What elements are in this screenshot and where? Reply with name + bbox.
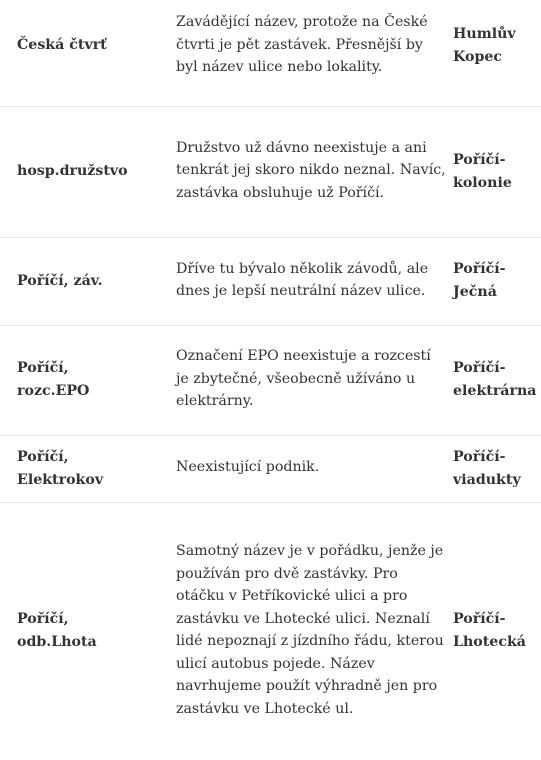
change-reason: Samotný název je v pořádku, jenže je používán pro dvě zastávky. Pro otáčku v Petříkovické ulici a pro zastávku ve Lhotecké ulici. Neznalí lidé nepoznají z jízdního řádu, kterou ulicí autobus pojede. Název navrhujeme použít výhradně jen pro zastávku ve Lhotecké ul. <box>176 543 444 717</box>
table-row <box>0 106 541 237</box>
table-row <box>0 237 541 325</box>
current-stop-name: Poříčí, Elektrokov <box>0 435 176 502</box>
table-row <box>0 435 541 502</box>
change-reason: Dříve tu bývalo několik závodů, ale dnes je lepší neutrální název ulice. <box>176 237 450 325</box>
table-row <box>0 0 541 106</box>
current-stop-name: hosp.družstvo <box>0 106 176 237</box>
current-stop-name: Poříčí, odb.Lhota <box>17 611 97 651</box>
table-row <box>0 325 541 435</box>
proposed-stop-name: Poříčí-kolonie <box>450 106 541 237</box>
change-reason: Označení EPO neexistuje a rozcestí je zbytečné, všeobecně užíváno u elektrárny. <box>176 325 450 435</box>
proposed-stop-name: Poříčí-Lhotecká <box>453 611 526 651</box>
change-reason: Zavádějící název, protože na České čtvrti je pět zastávek. Přesnější by byl název ulice nebo lokality. <box>176 0 450 106</box>
proposed-stop-name: Poříčí-elektrárna <box>450 325 541 435</box>
proposed-stop-name: Poříčí-viadukty <box>450 435 541 502</box>
proposed-stop-name: Poříčí-Ječná <box>450 237 541 325</box>
proposed-stop-name: Humlův Kopec <box>450 0 541 106</box>
change-reason: Družstvo už dávno neexistuje a ani tenkrát jej skoro nikdo neznal. Navíc, zastávka obsluhuje už Poříčí. <box>176 106 450 237</box>
current-stop-name: Česká čtvrť <box>0 0 176 106</box>
current-stop-name: Poříčí, rozc.EPO <box>0 325 176 435</box>
change-reason: Neexistující podnik. <box>176 435 450 502</box>
table-row <box>0 502 541 760</box>
current-stop-name: Poříčí, záv. <box>0 237 176 325</box>
